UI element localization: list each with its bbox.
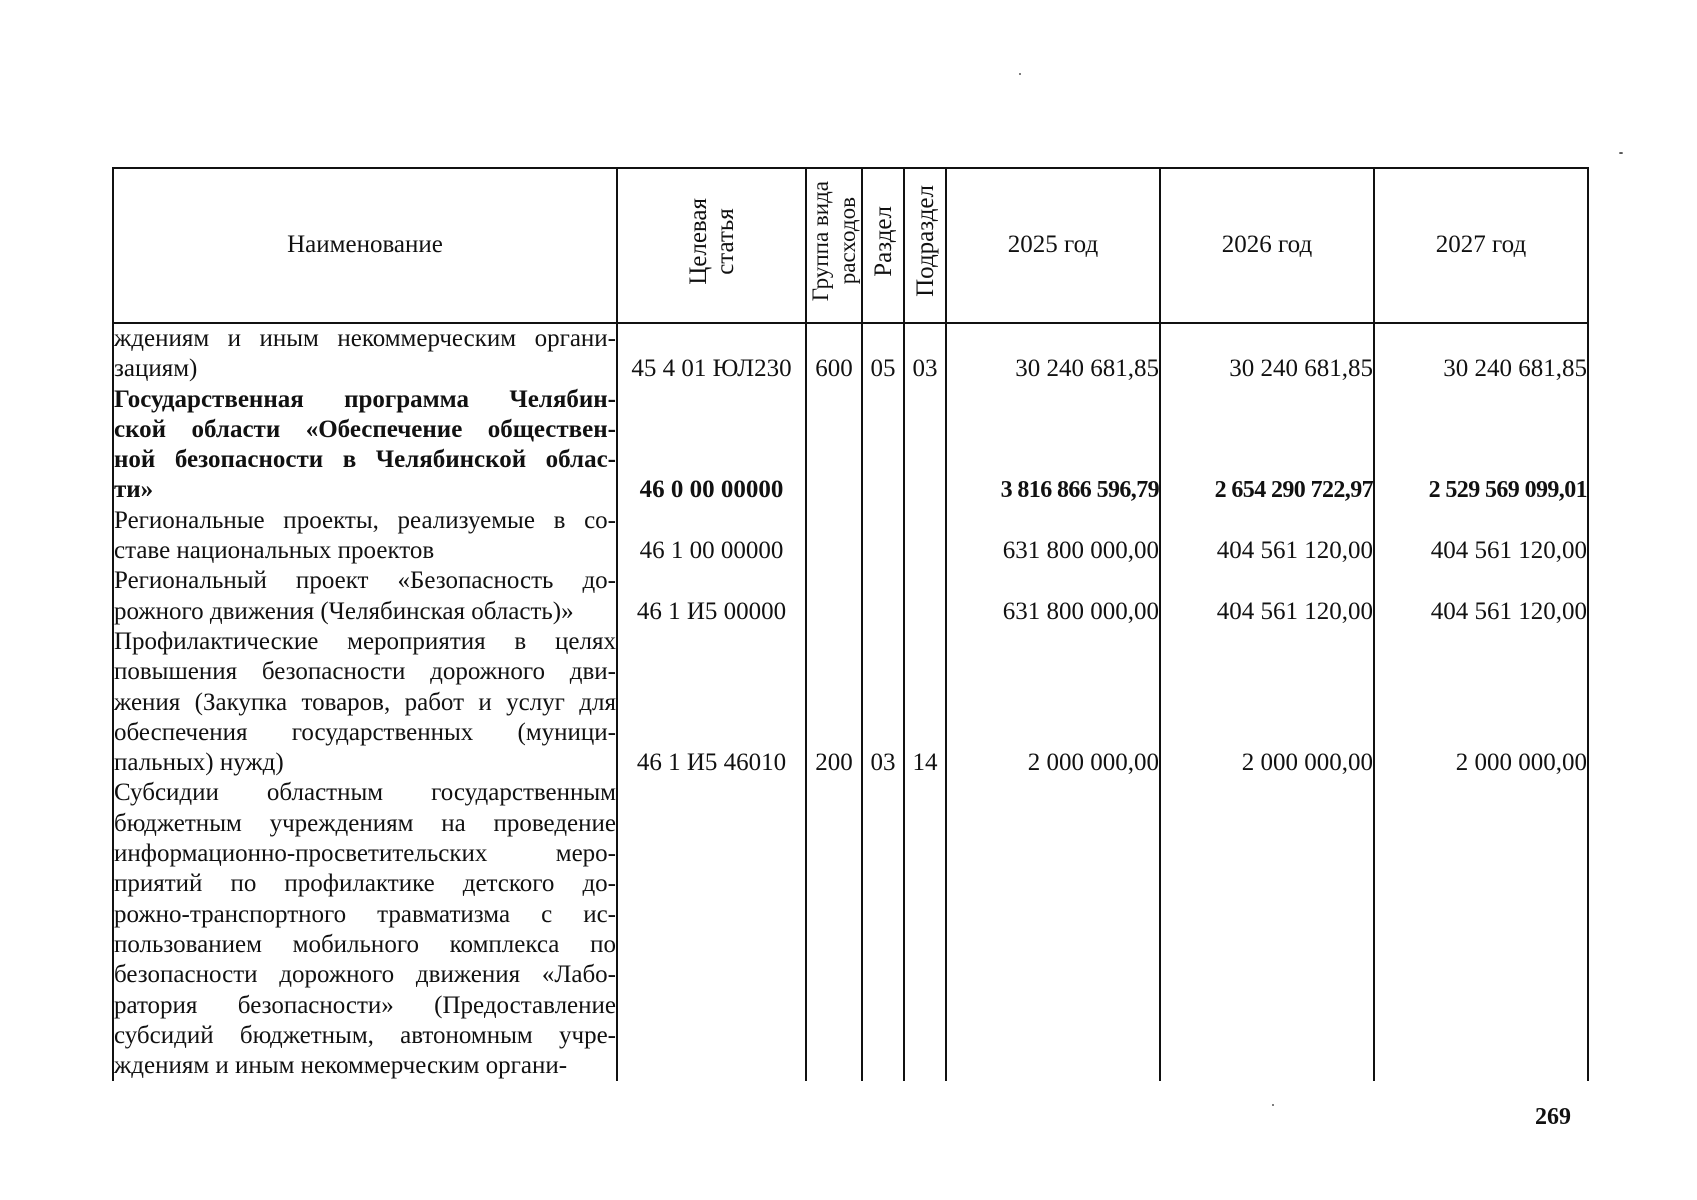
row-name: Региональный проект «Безопасность до- рожного движения (Челябинская область)» [113,566,617,627]
header-expense-group: Группа вида расходов [806,168,862,323]
row-subsection [904,566,946,627]
row-subsection [904,778,946,1081]
scan-speck [1272,1104,1274,1106]
row-amount-2025: 2 000 000,00 [946,627,1160,778]
row-target-article: 46 1 И5 00000 [617,566,806,627]
header-year-2026: 2026 год [1160,168,1374,323]
row-amount-2027: 404 561 120,00 [1374,506,1588,567]
row-amount-2025: 631 800 000,00 [946,566,1160,627]
row-expense-group [806,566,862,627]
row-expense-group [806,385,862,506]
header-subsection: Подраздел [904,168,946,323]
row-amount-2027: 30 240 681,85 [1374,323,1588,385]
row-expense-group: 600 [806,323,862,385]
row-amount-2026: 30 240 681,85 [1160,323,1374,385]
row-amount-2026: 2 654 290 722,97 [1160,385,1374,506]
row-expense-group: 200 [806,627,862,778]
row-expense-group [806,778,862,1081]
row-subsection [904,506,946,567]
row-amount-2025: 3 816 866 596,79 [946,385,1160,506]
row-amount-2027: 404 561 120,00 [1374,566,1588,627]
row-target-article [617,778,806,1081]
row-amount-2025: 30 240 681,85 [946,323,1160,385]
row-target-article: 46 1 И5 46010 [617,627,806,778]
scan-speck [1019,73,1021,75]
row-section [862,566,904,627]
row-amount-2026 [1160,778,1374,1081]
row-amount-2026: 404 561 120,00 [1160,566,1374,627]
header-name: Наименование [113,168,617,323]
row-name: ждениям и иным некоммерческим органи- зациям) [113,323,617,385]
page-number: 269 [1535,1104,1571,1130]
row-subsection [904,385,946,506]
row-name: Региональные проекты, реализуемые в со- ставе национальных проектов [113,506,617,567]
row-amount-2027: 2 000 000,00 [1374,627,1588,778]
row-amount-2027: 2 529 569 099,01 [1374,385,1588,506]
scan-speck [1619,152,1623,154]
row-name: Субсидии областным государственным бюджетным учреждениям на проведение информационно-просветительских меро- приятий по профилактике детского до- рожно-транспортного травматизма с ис- пользованием мобильного комплекса по безопасности дорожного движения «Лабо- ратория безопасности» (Предоставление субсидий бюджетным, автономным учре- ждениям и иным некоммерческим органи- [113,778,617,1081]
row-target-article: 46 1 00 00000 [617,506,806,567]
table-body [113,323,1588,1081]
table-header-row [113,168,1588,323]
row-section: 03 [862,627,904,778]
row-section: 05 [862,323,904,385]
table-row [113,323,1588,385]
header-year-2025: 2025 год [946,168,1160,323]
row-amount-2025: 631 800 000,00 [946,506,1160,567]
row-amount-2025 [946,778,1160,1081]
row-subsection: 14 [904,627,946,778]
row-amount-2026: 404 561 120,00 [1160,506,1374,567]
row-section [862,506,904,567]
row-name: Профилактические мероприятия в целях повышения безопасности дорожного дви- жения (Закупка товаров, работ и услуг для обеспечения государственных (муници- пальных) нужд) [113,627,617,778]
table-row [113,506,1588,567]
budget-table [112,167,1589,1081]
header-section: Раздел [862,168,904,323]
row-section [862,778,904,1081]
row-target-article: 46 0 00 00000 [617,385,806,506]
row-subsection: 03 [904,323,946,385]
row-expense-group [806,506,862,567]
table-row [113,627,1588,778]
row-section [862,385,904,506]
row-amount-2026: 2 000 000,00 [1160,627,1374,778]
table-row [113,566,1588,627]
table-row [113,778,1588,1081]
row-amount-2027 [1374,778,1588,1081]
header-target-article: Целевая статья [617,168,806,323]
row-name: Государственная программа Челябин- ской области «Обеспечение обществен- ной безопасности в Челябинской облас- ти» [113,385,617,506]
header-year-2027: 2027 год [1374,168,1588,323]
row-target-article: 45 4 01 ЮЛ230 [617,323,806,385]
table-row [113,385,1588,506]
